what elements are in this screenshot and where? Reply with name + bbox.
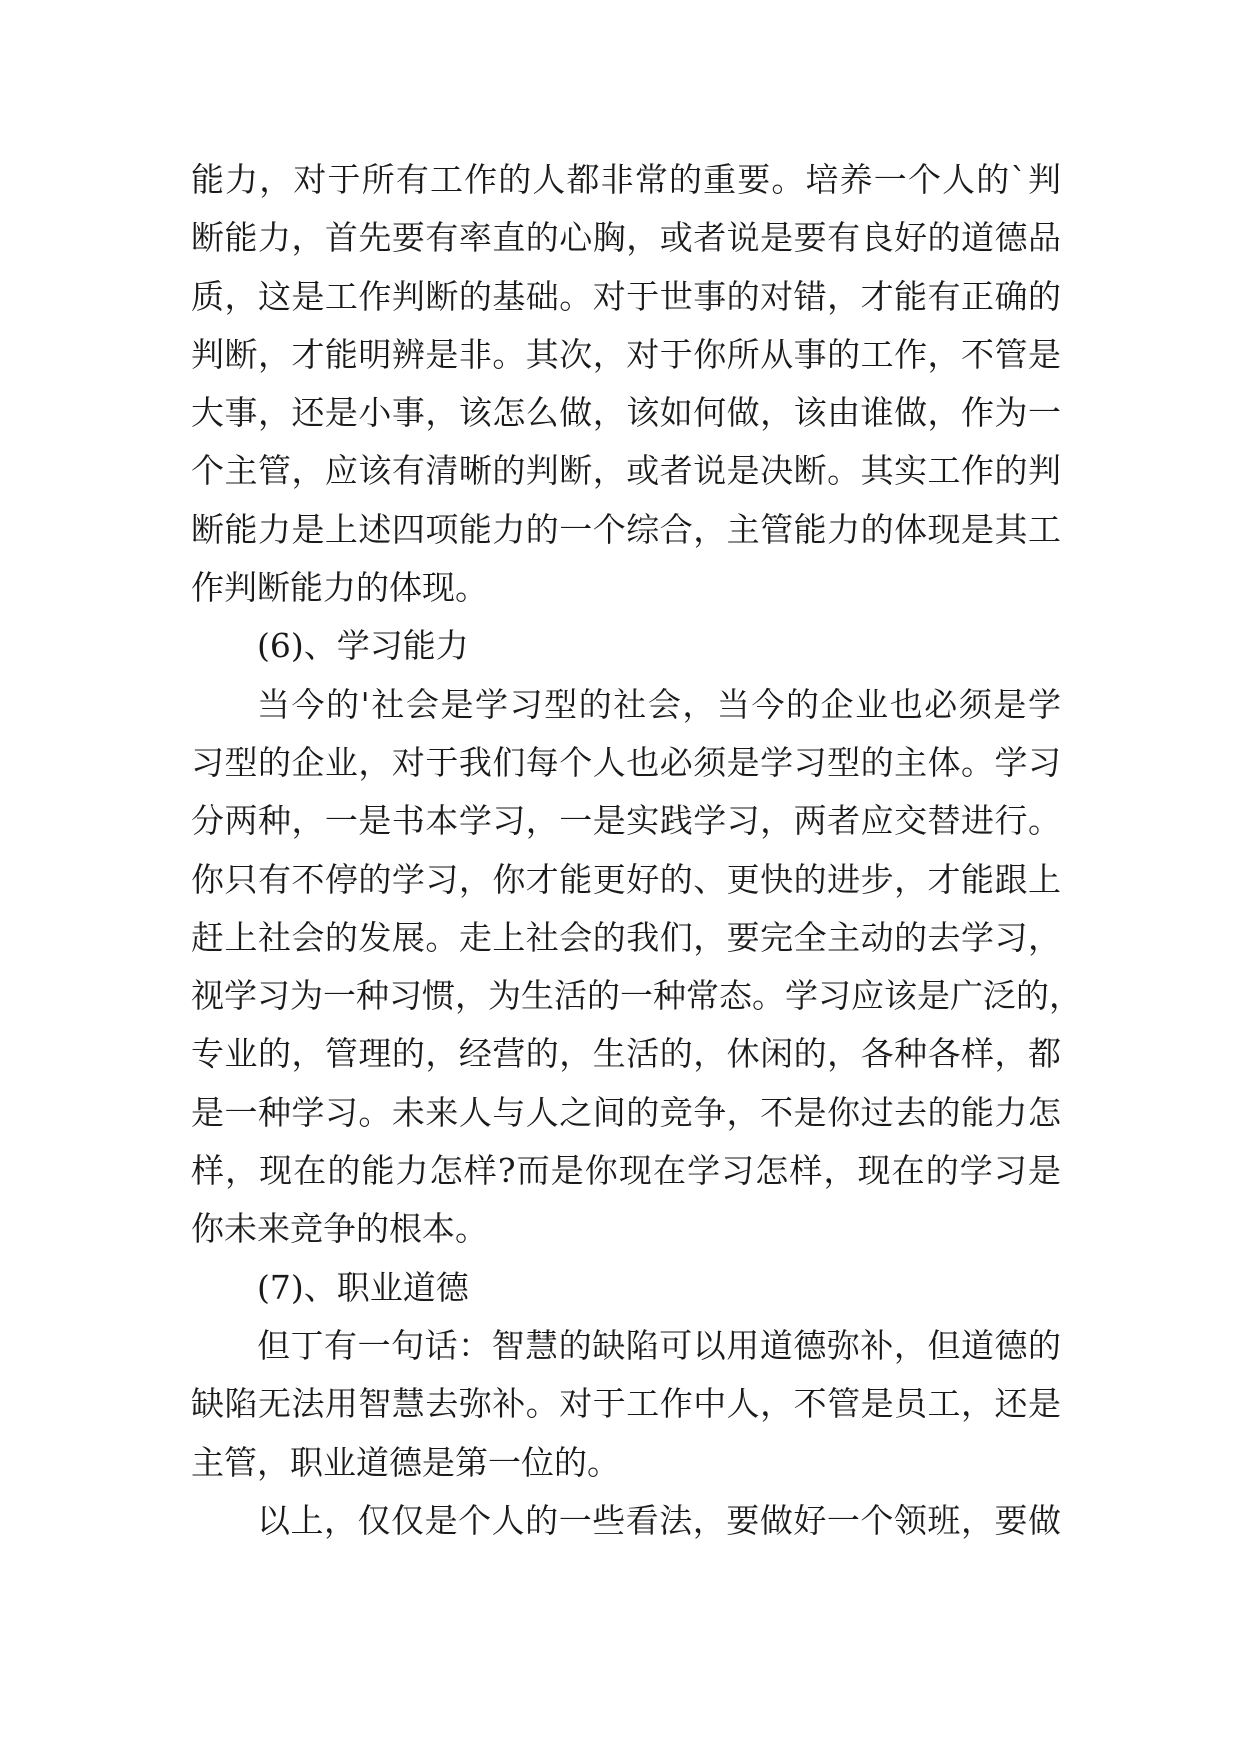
text-line: 断能力是上述四项能力的一个综合，主管能力的体现是其工: [191, 509, 1061, 549]
text-line: 习型的企业，对于我们每个人也必须是学习型的主体。学习: [191, 742, 1061, 782]
text-line: 专业的，管理的，经营的，生活的，休闲的，各种各样，都: [191, 1034, 1061, 1074]
text-line: 大事，还是小事，该怎么做，该如何做，该由谁做，作为一: [191, 393, 1061, 433]
text-line: 判断，才能明辨是非。其次，对于你所从事的工作，不管是: [191, 334, 1061, 374]
text-line: 当今的'社会是学习型的社会，当今的企业也必须是学: [257, 684, 1061, 724]
text-line: 个主管，应该有清晰的判断，或者说是决断。其实工作的判: [191, 451, 1061, 491]
text-line: 分两种，一是书本学习，一是实践学习，两者应交替进行。: [191, 801, 1061, 841]
text-line: 主管，职业道德是第一位的。: [191, 1442, 620, 1482]
text-line: 你未来竞争的根本。: [191, 1209, 488, 1249]
section-heading: (6)、学习能力: [257, 626, 469, 666]
text-line: 但丁有一句话：智慧的缺陷可以用道德弥补，但道德的: [257, 1325, 1061, 1365]
text-line: 样，现在的能力怎样?而是你现在学习怎样，现在的学习是: [191, 1151, 1061, 1191]
text-line: 赶上社会的发展。走上社会的我们，要完全主动的去学习，: [191, 917, 1061, 957]
text-line: 质，这是工作判断的基础。对于世事的对错，才能有正确的: [191, 276, 1061, 316]
text-line: 是一种学习。未来人与人之间的竞争，不是你过去的能力怎: [191, 1092, 1061, 1132]
section-heading: (7)、职业道德: [257, 1267, 469, 1307]
document-body: [191, 151, 1082, 1550]
text-line: 断能力，首先要有率直的心胸，或者说是要有良好的道德品: [191, 218, 1061, 258]
text-line: 以上，仅仅是个人的一些看法，要做好一个领班，要做: [257, 1500, 1061, 1540]
text-line: 作判断能力的体现。: [191, 568, 488, 608]
text-line: 能力，对于所有工作的人都非常的重要。培养一个人的`判: [191, 160, 1061, 199]
text-line: 缺陷无法用智慧去弥补。对于工作中人，不管是员工，还是: [191, 1384, 1061, 1424]
text-line: 视学习为一种习惯，为生活的一种常态。学习应该是广泛的，: [191, 976, 1082, 1016]
text-line: 你只有不停的学习，你才能更好的、更快的进步，才能跟上: [191, 859, 1061, 899]
